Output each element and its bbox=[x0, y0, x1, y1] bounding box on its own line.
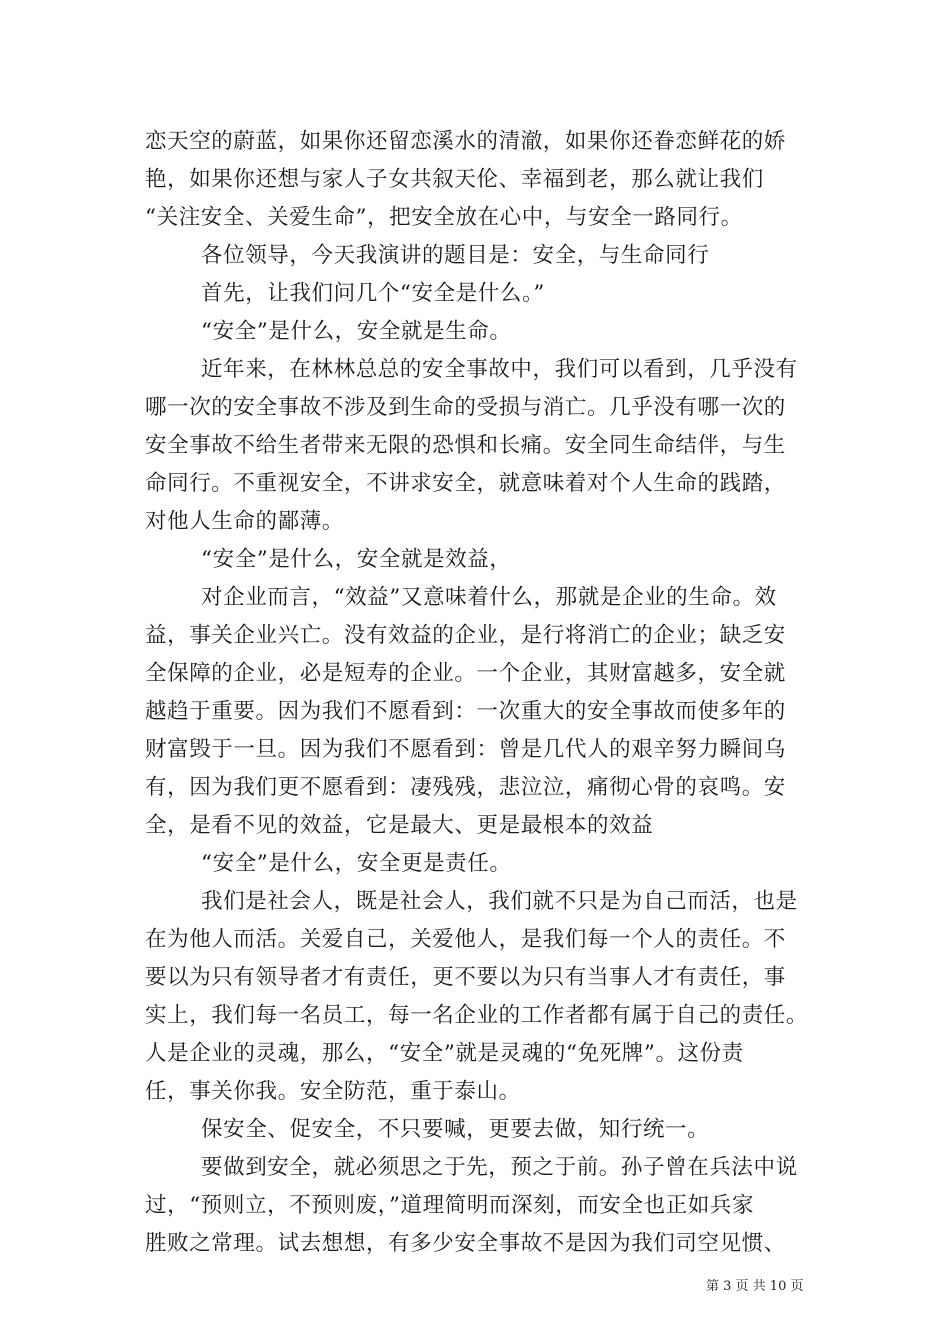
page-number: 第 3 页 共 10 页 bbox=[706, 1279, 804, 1294]
text-line: 财富毁于一旦。因为我们不愿看到：曾是几代人的艰辛努力瞬间乌 bbox=[145, 737, 786, 762]
text-line: 要以为只有领导者才有责任，更不要以为只有当事人才有责任，事 bbox=[145, 965, 786, 990]
text-line: 恋天空的蔚蓝，如果你还留恋溪水的清澈，如果你还眷恋鲜花的娇 bbox=[145, 129, 786, 154]
text-line: “安全”是什么，安全就是生命。 bbox=[201, 319, 512, 344]
text-line: 命同行。不重视安全，不讲求安全，就意味着对个人生命的践踏， bbox=[145, 471, 786, 496]
text-line: 越趋于重要。因为我们不愿看到：一次重大的安全事故而使多年的 bbox=[145, 699, 786, 724]
text-line: “安全”是什么，安全更是责任。 bbox=[201, 851, 512, 876]
text-line: 过，“预则立，不预则废，”道理简明而深刻，而安全也正如兵家 bbox=[145, 1193, 755, 1218]
text-line: 益，事关企业兴亡。没有效益的企业，是行将消亡的企业；缺乏安 bbox=[145, 623, 786, 648]
text-line: 要做到安全，就必须思之于先，预之于前。孙子曾在兵法中说 bbox=[201, 1155, 798, 1180]
text-line: 近年来，在林林总总的安全事故中，我们可以看到，几乎没有 bbox=[201, 357, 798, 382]
text-line: 艳，如果你还想与家人子女共叙天伦、幸福到老，那么就让我们 bbox=[145, 167, 764, 192]
text-line: 首先，让我们问几个“安全是什么。” bbox=[201, 281, 545, 306]
text-line: 对企业而言，“效益”又意味着什么，那就是企业的生命。效 bbox=[201, 585, 777, 610]
text-line: 人是企业的灵魂，那么，“安全”就是灵魂的“免死牌”。这份责 bbox=[145, 1041, 744, 1066]
text-line: 全保障的企业，必是短寿的企业。一个企业，其财富越多，安全就 bbox=[145, 661, 786, 686]
text-line: 对他人生命的鄙薄。 bbox=[145, 509, 344, 534]
text-line: “关注安全、关爱生命”，把安全放在心中，与安全一路同行。 bbox=[145, 205, 743, 230]
text-line: 有，因为我们更不愿看到：凄残残，悲泣泣，痛彻心骨的哀鸣。安 bbox=[145, 775, 786, 800]
text-line: 任，事关你我。安全防范，重于泰山。 bbox=[145, 1079, 521, 1104]
text-line: 我们是社会人，既是社会人，我们就不只是为自己而活，也是 bbox=[201, 889, 798, 914]
body-text bbox=[145, 123, 821, 1263]
text-line: 实上，我们每一名员工，每一名企业的工作者都有属于自己的责任。 bbox=[145, 1003, 809, 1028]
text-line: 哪一次的安全事故不涉及到生命的受损与消亡。几乎没有哪一次的 bbox=[145, 395, 786, 420]
text-line: 安全事故不给生者带来无限的恐惧和长痛。安全同生命结伴，与生 bbox=[145, 433, 786, 458]
text-line: 各位领导，今天我演讲的题目是：安全，与生命同行 bbox=[201, 243, 710, 268]
text-line: 全，是看不见的效益，它是最大、更是最根本的效益 bbox=[145, 813, 654, 838]
text-line: 胜败之常理。试去想想，有多少安全事故不是因为我们司空见惯、 bbox=[145, 1231, 786, 1256]
text-line: “安全”是什么，安全就是效益， bbox=[201, 547, 512, 572]
text-line: 保安全、促安全，不只要喊，更要去做，知行统一。 bbox=[201, 1117, 710, 1142]
text-line: 在为他人而活。关爱自己，关爱他人，是我们每一个人的责任。不 bbox=[145, 927, 786, 952]
